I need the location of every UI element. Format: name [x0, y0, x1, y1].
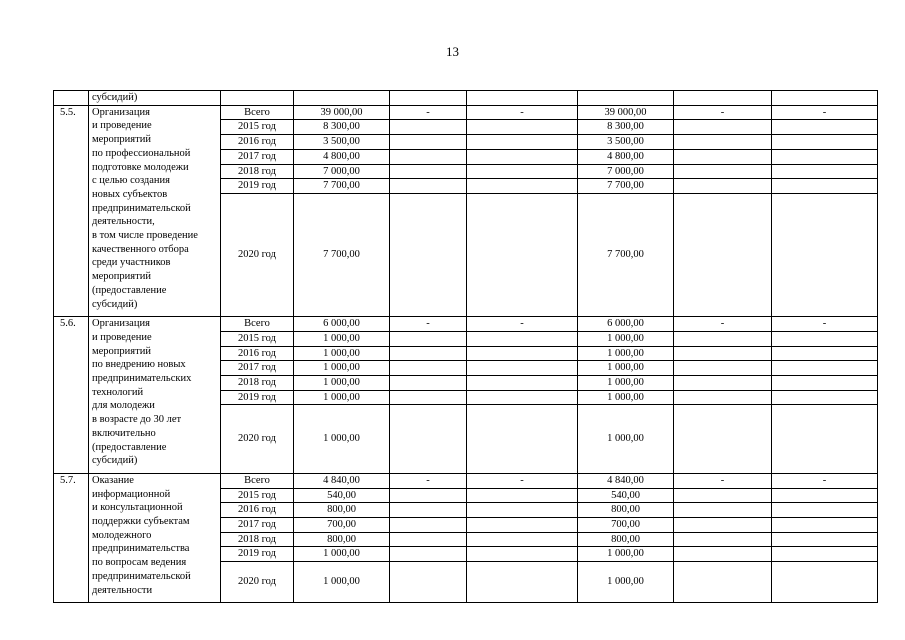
col3-value	[390, 149, 467, 164]
col7-value	[772, 547, 878, 562]
col5-value: 39 000,00	[578, 105, 674, 120]
col7-value: -	[772, 317, 878, 332]
col6-value	[674, 164, 772, 179]
col7-value	[772, 562, 878, 603]
col6-value	[674, 503, 772, 518]
total-value: 7 700,00	[294, 193, 390, 316]
year-label: Всего	[221, 317, 294, 332]
col7-value	[772, 390, 878, 405]
col4-value	[467, 179, 578, 194]
item-name: Оказание информационной и консультационной поддержки субъектам молодежного предпринимательства по вопросам ведения предпринимательской деятельности	[89, 473, 221, 602]
table-row	[54, 473, 878, 488]
col4-value	[467, 503, 578, 518]
col5-value: 540,00	[578, 488, 674, 503]
table-row	[54, 105, 878, 120]
col3-value: -	[390, 317, 467, 332]
col7-value	[772, 149, 878, 164]
col4-value	[467, 346, 578, 361]
col7-value: -	[772, 473, 878, 488]
col6-value	[674, 361, 772, 376]
col5-value: 4 800,00	[578, 149, 674, 164]
col7-value	[772, 179, 878, 194]
col7-value	[772, 488, 878, 503]
col7-value	[772, 164, 878, 179]
col5-value: 1 000,00	[578, 361, 674, 376]
total-value: 1 000,00	[294, 547, 390, 562]
year-label: 2016 год	[221, 503, 294, 518]
col6-value	[674, 562, 772, 603]
year-label: 2020 год	[221, 562, 294, 603]
total-value: 4 840,00	[294, 473, 390, 488]
year-label: 2017 год	[221, 361, 294, 376]
col7-value	[772, 331, 878, 346]
year-label: 2019 год	[221, 179, 294, 194]
col3-value	[390, 135, 467, 150]
total-value: 7 000,00	[294, 164, 390, 179]
col6-value	[674, 547, 772, 562]
year-label: 2020 год	[221, 193, 294, 316]
col7-value	[772, 346, 878, 361]
col5-value: 7 700,00	[578, 193, 674, 316]
total-value: 4 800,00	[294, 149, 390, 164]
year-label: 2018 год	[221, 376, 294, 391]
total-value: 1 000,00	[294, 405, 390, 474]
col3-value	[390, 390, 467, 405]
col4-value	[467, 562, 578, 603]
col3-value: -	[390, 105, 467, 120]
year-label: 2019 год	[221, 547, 294, 562]
col5-value: 700,00	[578, 518, 674, 533]
col7-value	[772, 193, 878, 316]
col4-value	[467, 376, 578, 391]
col6-value	[674, 405, 772, 474]
year-label: Всего	[221, 473, 294, 488]
col6-value	[674, 120, 772, 135]
col4-value	[467, 164, 578, 179]
total-value: 1 000,00	[294, 346, 390, 361]
year-label: 2015 год	[221, 120, 294, 135]
col3-value	[390, 179, 467, 194]
col7-value	[772, 405, 878, 474]
table-row	[54, 317, 878, 332]
col6-value: -	[674, 317, 772, 332]
item-index: 5.7.	[54, 473, 89, 602]
col6-value	[674, 376, 772, 391]
col6-value	[674, 518, 772, 533]
total-value: 540,00	[294, 488, 390, 503]
col6-value	[674, 179, 772, 194]
col4-value	[467, 390, 578, 405]
col7-value	[772, 532, 878, 547]
col3-value	[390, 376, 467, 391]
col4-value	[467, 193, 578, 316]
item-index: 5.6.	[54, 317, 89, 474]
col4-value: -	[467, 317, 578, 332]
year-label: 2018 год	[221, 164, 294, 179]
col7-value	[772, 518, 878, 533]
col6-value	[674, 149, 772, 164]
total-value: 7 700,00	[294, 179, 390, 194]
page-number: 13	[446, 44, 459, 59]
total-value: 3 500,00	[294, 135, 390, 150]
continuation-text: субсидий)	[89, 91, 221, 106]
col3-value	[390, 503, 467, 518]
total-value: 1 000,00	[294, 390, 390, 405]
col3-value	[390, 532, 467, 547]
col4-value	[467, 361, 578, 376]
col3-value	[390, 361, 467, 376]
col4-value	[467, 547, 578, 562]
col6-value	[674, 193, 772, 316]
year-label: 2015 год	[221, 331, 294, 346]
col4-value: -	[467, 105, 578, 120]
col3-value	[390, 346, 467, 361]
index-cell	[54, 91, 89, 106]
total-value: 1 000,00	[294, 361, 390, 376]
col4-value: -	[467, 473, 578, 488]
col7-value	[772, 135, 878, 150]
year-label: 2018 год	[221, 532, 294, 547]
col5-value: 800,00	[578, 532, 674, 547]
col5-value: 7 700,00	[578, 179, 674, 194]
col7-value	[772, 361, 878, 376]
col4-value	[467, 405, 578, 474]
col6-value	[674, 346, 772, 361]
continuation-row	[54, 91, 878, 106]
col5-value: 3 500,00	[578, 135, 674, 150]
table-body	[54, 91, 878, 603]
year-label: 2017 год	[221, 518, 294, 533]
year-label: 2017 год	[221, 149, 294, 164]
col5-value: 1 000,00	[578, 376, 674, 391]
col4-value	[467, 120, 578, 135]
col3-value	[390, 488, 467, 503]
col3-value	[390, 518, 467, 533]
col6-value	[674, 390, 772, 405]
item-name: Организация и проведение мероприятий по профессиональной подготовке молодежи с целью создания новых субъектов предпринимательской деятельности, в том числе проведение качественного отбора среди участников мероприятий (предоставление субсидий)	[89, 105, 221, 317]
col3-value	[390, 120, 467, 135]
col7-value	[772, 376, 878, 391]
col6-value: -	[674, 473, 772, 488]
col7-value	[772, 120, 878, 135]
col3-value	[390, 164, 467, 179]
col5-value: 1 000,00	[578, 405, 674, 474]
col4-value	[467, 532, 578, 547]
col5-value: 1 000,00	[578, 331, 674, 346]
total-value: 6 000,00	[294, 317, 390, 332]
total-value: 1 000,00	[294, 331, 390, 346]
col5-value: 4 840,00	[578, 473, 674, 488]
year-label: 2016 год	[221, 346, 294, 361]
col3-value: -	[390, 473, 467, 488]
col7-value: -	[772, 105, 878, 120]
item-index: 5.5.	[54, 105, 89, 317]
col5-value: 1 000,00	[578, 390, 674, 405]
col4-value	[467, 149, 578, 164]
total-value: 1 000,00	[294, 376, 390, 391]
col3-value	[390, 562, 467, 603]
col6-value: -	[674, 105, 772, 120]
col5-value: 800,00	[578, 503, 674, 518]
item-name: Организация и проведение мероприятий по внедрению новых предпринимательских технологий для молодежи в возрасте до 30 лет включительно (предоставление субсидий)	[89, 317, 221, 474]
col4-value	[467, 135, 578, 150]
col6-value	[674, 532, 772, 547]
col6-value	[674, 331, 772, 346]
col4-value	[467, 331, 578, 346]
year-label: 2015 год	[221, 488, 294, 503]
total-value: 1 000,00	[294, 562, 390, 603]
funding-table	[53, 90, 878, 603]
col5-value: 8 300,00	[578, 120, 674, 135]
year-label: Всего	[221, 105, 294, 120]
year-label: 2020 год	[221, 405, 294, 474]
col6-value	[674, 135, 772, 150]
col5-value: 1 000,00	[578, 562, 674, 603]
total-value: 700,00	[294, 518, 390, 533]
col5-value: 1 000,00	[578, 346, 674, 361]
total-value: 39 000,00	[294, 105, 390, 120]
col5-value: 6 000,00	[578, 317, 674, 332]
year-label: 2016 год	[221, 135, 294, 150]
total-value: 800,00	[294, 503, 390, 518]
col6-value	[674, 488, 772, 503]
col3-value	[390, 331, 467, 346]
col7-value	[772, 503, 878, 518]
col5-value: 7 000,00	[578, 164, 674, 179]
total-value: 800,00	[294, 532, 390, 547]
col4-value	[467, 518, 578, 533]
col5-value: 1 000,00	[578, 547, 674, 562]
col3-value	[390, 547, 467, 562]
col3-value	[390, 405, 467, 474]
col3-value	[390, 193, 467, 316]
col4-value	[467, 488, 578, 503]
year-label: 2019 год	[221, 390, 294, 405]
total-value: 8 300,00	[294, 120, 390, 135]
